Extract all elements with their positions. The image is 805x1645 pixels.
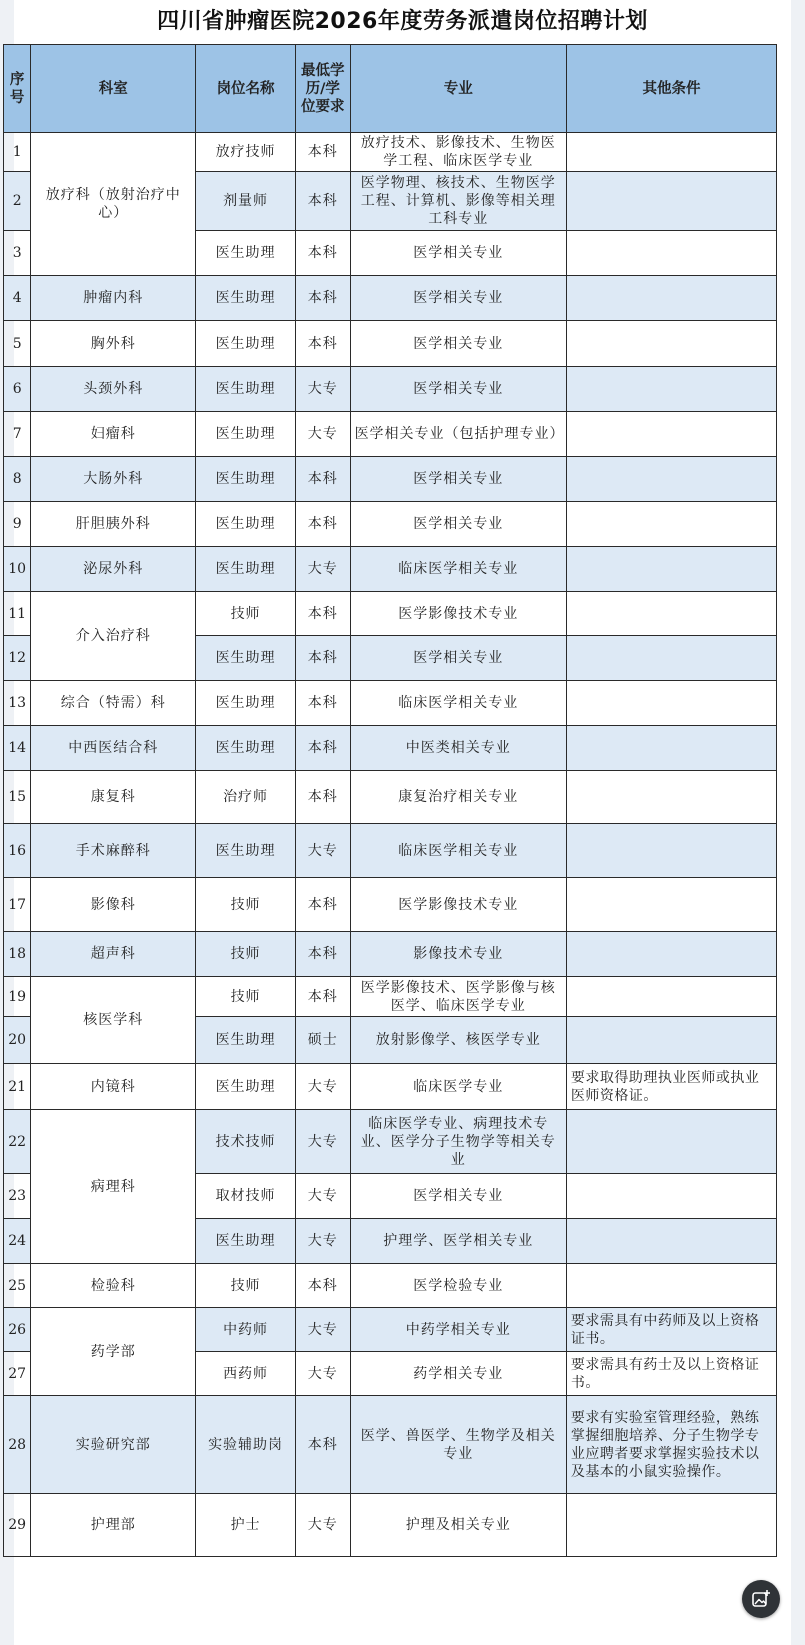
header-other: 其他条件 (566, 45, 776, 133)
cell-seq: 3 (4, 231, 31, 276)
cell-other (566, 1264, 776, 1308)
cell-seq: 14 (4, 726, 31, 771)
cell-seq: 5 (4, 321, 31, 367)
cell-other (566, 932, 776, 977)
cell-edu: 大专 (295, 1110, 350, 1174)
table-row (4, 502, 777, 547)
cell-major: 医学相关专业 (350, 321, 566, 367)
cell-major: 医学相关专业 (350, 276, 566, 321)
cell-other (566, 367, 776, 412)
cell-seq: 1 (4, 133, 31, 172)
cell-other (566, 276, 776, 321)
cell-edu: 本科 (295, 133, 350, 172)
table-row (4, 977, 777, 1017)
cell-edu: 大专 (295, 1064, 350, 1110)
cell-other (566, 592, 776, 636)
cell-major: 医学相关专业 (350, 636, 566, 681)
cell-other (566, 878, 776, 932)
cell-dept: 头颈外科 (31, 367, 196, 412)
cell-seq: 22 (4, 1110, 31, 1174)
cell-edu: 本科 (295, 977, 350, 1017)
cell-seq: 6 (4, 367, 31, 412)
table-row (4, 412, 777, 457)
table-row (4, 1396, 777, 1494)
cell-dept: 中西医结合科 (31, 726, 196, 771)
cell-seq: 21 (4, 1064, 31, 1110)
cell-dept: 影像科 (31, 878, 196, 932)
cell-other: 要求有实验室管理经验，熟练掌握细胞培养、分子生物学专业应聘者要求掌握实验技术以及基本的小鼠实验操作。 (566, 1396, 776, 1494)
table-row (4, 276, 777, 321)
cell-major: 医学相关专业 (350, 231, 566, 276)
cell-major: 临床医学专业、病理技术专业、医学分子生物学等相关专业 (350, 1110, 566, 1174)
cell-position: 护士 (196, 1494, 296, 1557)
cell-seq: 17 (4, 878, 31, 932)
cell-edu: 本科 (295, 636, 350, 681)
table-row (4, 771, 777, 824)
header-row (4, 45, 777, 133)
table-row (4, 592, 777, 636)
cell-position: 取材技师 (196, 1174, 296, 1219)
table-row (4, 133, 777, 172)
cell-major: 护理及相关专业 (350, 1494, 566, 1557)
header-edu: 最低学历/学位要求 (295, 45, 350, 133)
cell-major: 中药学相关专业 (350, 1308, 566, 1352)
cell-other (566, 771, 776, 824)
cell-seq: 23 (4, 1174, 31, 1219)
cell-major: 医学、兽医学、生物学及相关专业 (350, 1396, 566, 1494)
cell-dept: 泌尿外科 (31, 547, 196, 592)
cell-position: 技师 (196, 878, 296, 932)
add-image-button[interactable] (742, 1580, 780, 1618)
recruitment-table (3, 44, 777, 1557)
cell-seq: 26 (4, 1308, 31, 1352)
table-row (4, 1494, 777, 1557)
cell-other: 要求取得助理执业医师或执业医师资格证。 (566, 1064, 776, 1110)
cell-seq: 16 (4, 824, 31, 878)
cell-edu: 本科 (295, 172, 350, 231)
cell-dept: 检验科 (31, 1264, 196, 1308)
cell-major: 药学相关专业 (350, 1352, 566, 1396)
cell-position: 医生助理 (196, 231, 296, 276)
cell-position: 治疗师 (196, 771, 296, 824)
cell-position: 医生助理 (196, 367, 296, 412)
cell-edu: 本科 (295, 932, 350, 977)
cell-dept: 超声科 (31, 932, 196, 977)
cell-seq: 13 (4, 681, 31, 726)
cell-seq: 9 (4, 502, 31, 547)
cell-edu: 本科 (295, 502, 350, 547)
cell-dept: 护理部 (31, 1494, 196, 1557)
table-row (4, 932, 777, 977)
cell-position: 剂量师 (196, 172, 296, 231)
cell-edu: 本科 (295, 457, 350, 502)
table-body (4, 133, 777, 1557)
cell-dept: 肝胆胰外科 (31, 502, 196, 547)
cell-dept: 综合（特需）科 (31, 681, 196, 726)
cell-position: 医生助理 (196, 457, 296, 502)
cell-seq: 24 (4, 1219, 31, 1264)
cell-major: 医学检验专业 (350, 1264, 566, 1308)
cell-other (566, 681, 776, 726)
cell-edu: 本科 (295, 726, 350, 771)
cell-seq: 4 (4, 276, 31, 321)
cell-major: 临床医学相关专业 (350, 547, 566, 592)
cell-other (566, 231, 776, 276)
cell-dept: 妇瘤科 (31, 412, 196, 457)
table-row (4, 457, 777, 502)
add-image-icon (751, 1589, 771, 1609)
cell-edu: 大专 (295, 412, 350, 457)
table-row (4, 1064, 777, 1110)
table-row (4, 726, 777, 771)
header-dept: 科室 (31, 45, 196, 133)
cell-edu: 本科 (295, 321, 350, 367)
cell-dept: 放疗科（放射治疗中心） (31, 133, 196, 276)
cell-edu: 大专 (295, 1494, 350, 1557)
cell-seq: 29 (4, 1494, 31, 1557)
cell-seq: 18 (4, 932, 31, 977)
cell-other (566, 1110, 776, 1174)
cell-edu: 本科 (295, 681, 350, 726)
table-row (4, 824, 777, 878)
table-row (4, 1264, 777, 1308)
cell-major: 医学相关专业 (350, 1174, 566, 1219)
cell-other (566, 547, 776, 592)
table-row (4, 367, 777, 412)
cell-other (566, 1174, 776, 1219)
cell-position: 医生助理 (196, 1219, 296, 1264)
cell-dept: 胸外科 (31, 321, 196, 367)
cell-edu: 大专 (295, 547, 350, 592)
cell-edu: 大专 (295, 1308, 350, 1352)
table-row (4, 1308, 777, 1352)
cell-position: 医生助理 (196, 276, 296, 321)
cell-position: 医生助理 (196, 681, 296, 726)
cell-major: 护理学、医学相关专业 (350, 1219, 566, 1264)
cell-edu: 本科 (295, 276, 350, 321)
cell-other (566, 1017, 776, 1064)
cell-position: 医生助理 (196, 547, 296, 592)
cell-other (566, 824, 776, 878)
cell-position: 放疗技师 (196, 133, 296, 172)
cell-seq: 19 (4, 977, 31, 1017)
cell-edu: 本科 (295, 231, 350, 276)
cell-other (566, 977, 776, 1017)
cell-edu: 本科 (295, 592, 350, 636)
header-seq: 序号 (4, 45, 31, 133)
cell-position: 医生助理 (196, 321, 296, 367)
table-row (4, 547, 777, 592)
cell-edu: 硕士 (295, 1017, 350, 1064)
table-row (4, 321, 777, 367)
cell-major: 中医类相关专业 (350, 726, 566, 771)
cell-dept: 介入治疗科 (31, 592, 196, 681)
cell-seq: 7 (4, 412, 31, 457)
cell-dept: 病理科 (31, 1110, 196, 1264)
cell-other (566, 457, 776, 502)
cell-seq: 8 (4, 457, 31, 502)
cell-position: 医生助理 (196, 726, 296, 771)
cell-edu: 本科 (295, 1264, 350, 1308)
cell-dept: 肿瘤内科 (31, 276, 196, 321)
cell-major: 医学相关专业 (350, 457, 566, 502)
header-major: 专业 (350, 45, 566, 133)
cell-other: 要求需具有中药师及以上资格证书。 (566, 1308, 776, 1352)
cell-position: 医生助理 (196, 1017, 296, 1064)
cell-position: 实验辅助岗 (196, 1396, 296, 1494)
cell-position: 医生助理 (196, 1064, 296, 1110)
page-title: 四川省肿瘤医院2026年度劳务派遣岗位招聘计划 (157, 9, 648, 34)
cell-position: 技师 (196, 1264, 296, 1308)
cell-position: 技师 (196, 977, 296, 1017)
cell-edu: 大专 (295, 1219, 350, 1264)
cell-seq: 25 (4, 1264, 31, 1308)
cell-seq: 27 (4, 1352, 31, 1396)
cell-major: 医学相关专业 (350, 502, 566, 547)
cell-seq: 15 (4, 771, 31, 824)
cell-position: 技师 (196, 592, 296, 636)
table-row (4, 878, 777, 932)
cell-edu: 本科 (295, 878, 350, 932)
cell-major: 临床医学相关专业 (350, 681, 566, 726)
header-position: 岗位名称 (196, 45, 296, 133)
cell-major: 医学相关专业（包括护理专业） (350, 412, 566, 457)
cell-other (566, 412, 776, 457)
cell-major: 康复治疗相关专业 (350, 771, 566, 824)
cell-edu: 大专 (295, 1174, 350, 1219)
cell-major: 临床医学专业 (350, 1064, 566, 1110)
cell-other (566, 321, 776, 367)
cell-edu: 大专 (295, 1352, 350, 1396)
cell-other (566, 726, 776, 771)
cell-dept: 内镜科 (31, 1064, 196, 1110)
cell-other (566, 172, 776, 231)
cell-position: 医生助理 (196, 502, 296, 547)
cell-seq: 2 (4, 172, 31, 231)
cell-edu: 本科 (295, 1396, 350, 1494)
cell-edu: 本科 (295, 771, 350, 824)
cell-major: 放射影像学、核医学专业 (350, 1017, 566, 1064)
table-row (4, 1110, 777, 1174)
cell-dept: 康复科 (31, 771, 196, 824)
cell-other: 要求需具有药士及以上资格证书。 (566, 1352, 776, 1396)
cell-major: 医学影像技术、医学影像与核医学、临床医学专业 (350, 977, 566, 1017)
cell-major: 医学相关专业 (350, 367, 566, 412)
cell-edu: 大专 (295, 367, 350, 412)
cell-major: 医学影像技术专业 (350, 592, 566, 636)
cell-position: 医生助理 (196, 824, 296, 878)
cell-edu: 大专 (295, 824, 350, 878)
cell-seq: 12 (4, 636, 31, 681)
cell-seq: 20 (4, 1017, 31, 1064)
cell-position: 技师 (196, 932, 296, 977)
cell-position: 中药师 (196, 1308, 296, 1352)
cell-other (566, 636, 776, 681)
cell-position: 技术技师 (196, 1110, 296, 1174)
cell-other (566, 502, 776, 547)
cell-dept: 实验研究部 (31, 1396, 196, 1494)
cell-other (566, 1494, 776, 1557)
cell-major: 临床医学相关专业 (350, 824, 566, 878)
cell-dept: 大肠外科 (31, 457, 196, 502)
cell-position: 医生助理 (196, 636, 296, 681)
cell-major: 放疗技术、影像技术、生物医学工程、临床医学专业 (350, 133, 566, 172)
cell-major: 医学物理、核技术、生物医学工程、计算机、影像等相关理工科专业 (350, 172, 566, 231)
cell-major: 医学影像技术专业 (350, 878, 566, 932)
cell-dept: 手术麻醉科 (31, 824, 196, 878)
cell-position: 西药师 (196, 1352, 296, 1396)
cell-position: 医生助理 (196, 412, 296, 457)
cell-seq: 10 (4, 547, 31, 592)
cell-dept: 药学部 (31, 1308, 196, 1396)
cell-other (566, 133, 776, 172)
cell-seq: 11 (4, 592, 31, 636)
cell-other (566, 1219, 776, 1264)
table-row (4, 681, 777, 726)
cell-major: 影像技术专业 (350, 932, 566, 977)
cell-dept: 核医学科 (31, 977, 196, 1064)
cell-seq: 28 (4, 1396, 31, 1494)
